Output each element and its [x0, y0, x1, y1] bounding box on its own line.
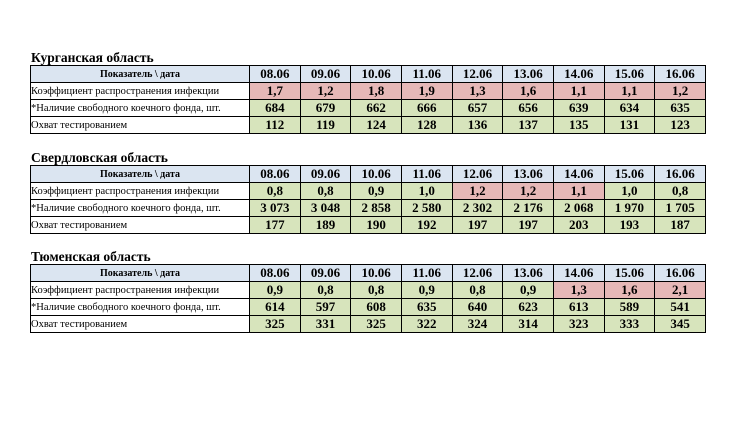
- r-value-cell: 1,9: [401, 83, 452, 100]
- tests-value-cell: 119: [300, 117, 351, 134]
- row-label: Коэффициент распространения инфекции: [31, 282, 250, 299]
- date-cell: 11.06: [401, 66, 452, 83]
- date-cell: 16.06: [655, 66, 706, 83]
- date-cell: 08.06: [250, 66, 301, 83]
- r-value-cell: 2,1: [655, 282, 706, 299]
- date-cell: 12.06: [452, 66, 503, 83]
- tests-value-cell: 136: [452, 117, 503, 134]
- beds-value-cell: 684: [250, 100, 301, 117]
- tests-value-cell: 131: [604, 117, 655, 134]
- date-cell: 13.06: [503, 166, 554, 183]
- beds-value-cell: 640: [452, 299, 503, 316]
- beds-value-cell: 635: [401, 299, 452, 316]
- tests-value-cell: 331: [300, 316, 351, 333]
- date-cell: 11.06: [401, 265, 452, 282]
- row-label: Коэффициент распространения инфекции: [31, 183, 250, 200]
- tests-value-cell: 124: [351, 117, 402, 134]
- tests-value-cell: 189: [300, 217, 351, 234]
- region-table: [30, 65, 706, 134]
- table-row-testing: [31, 117, 706, 134]
- r-value-cell: 0,8: [452, 282, 503, 299]
- table-row-r-coefficient: [31, 83, 706, 100]
- tests-value-cell: 135: [553, 117, 604, 134]
- beds-value-cell: 657: [452, 100, 503, 117]
- date-cell: 14.06: [553, 166, 604, 183]
- date-cell: 15.06: [604, 265, 655, 282]
- table-header-row: [31, 166, 706, 183]
- tests-value-cell: 197: [452, 217, 503, 234]
- date-cell: 08.06: [250, 265, 301, 282]
- table-row-testing: [31, 316, 706, 333]
- row-label: *Наличие свободного коечного фонда, шт.: [31, 200, 250, 217]
- tests-value-cell: 192: [401, 217, 452, 234]
- tests-value-cell: 345: [655, 316, 706, 333]
- date-cell: 09.06: [300, 66, 351, 83]
- table-row-testing: [31, 217, 706, 234]
- beds-value-cell: 613: [553, 299, 604, 316]
- r-value-cell: 1,8: [351, 83, 402, 100]
- beds-value-cell: 662: [351, 100, 402, 117]
- date-cell: 15.06: [604, 66, 655, 83]
- tests-value-cell: 322: [401, 316, 452, 333]
- row-label: Охват тестированием: [31, 217, 250, 234]
- tests-value-cell: 177: [250, 217, 301, 234]
- date-cell: 13.06: [503, 265, 554, 282]
- tests-value-cell: 112: [250, 117, 301, 134]
- region-block-tyumen: [30, 250, 707, 333]
- r-value-cell: 1,7: [250, 83, 301, 100]
- beds-value-cell: 541: [655, 299, 706, 316]
- row-label: *Наличие свободного коечного фонда, шт.: [31, 100, 250, 117]
- date-cell: 12.06: [452, 166, 503, 183]
- beds-value-cell: 634: [604, 100, 655, 117]
- date-cell: 10.06: [351, 66, 402, 83]
- date-cell: 10.06: [351, 265, 402, 282]
- date-cell: 15.06: [604, 166, 655, 183]
- beds-value-cell: 614: [250, 299, 301, 316]
- row-label: Коэффициент распространения инфекции: [31, 83, 250, 100]
- region-title: Свердловская область: [31, 150, 168, 165]
- r-value-cell: 0,9: [351, 183, 402, 200]
- date-cell: 08.06: [250, 166, 301, 183]
- beds-value-cell: 3 073: [250, 200, 301, 217]
- r-value-cell: 1,0: [604, 183, 655, 200]
- tests-value-cell: 128: [401, 117, 452, 134]
- tests-value-cell: 325: [351, 316, 402, 333]
- header-label: Показатель \ дата: [31, 166, 250, 183]
- beds-value-cell: 639: [553, 100, 604, 117]
- table-header-row: [31, 66, 706, 83]
- r-value-cell: 0,8: [655, 183, 706, 200]
- beds-value-cell: 1 970: [604, 200, 655, 217]
- row-label: Охват тестированием: [31, 117, 250, 134]
- table-row-r-coefficient: [31, 282, 706, 299]
- r-value-cell: 0,9: [401, 282, 452, 299]
- tests-value-cell: 197: [503, 217, 554, 234]
- header-label: Показатель \ дата: [31, 66, 250, 83]
- region-table: [30, 264, 706, 333]
- tests-value-cell: 137: [503, 117, 554, 134]
- date-cell: 12.06: [452, 265, 503, 282]
- r-value-cell: 1,6: [503, 83, 554, 100]
- header-label: Показатель \ дата: [31, 265, 250, 282]
- region-title: Курганская область: [31, 50, 154, 65]
- beds-value-cell: 2 580: [401, 200, 452, 217]
- beds-value-cell: 656: [503, 100, 554, 117]
- date-cell: 16.06: [655, 265, 706, 282]
- tests-value-cell: 193: [604, 217, 655, 234]
- r-value-cell: 1,0: [401, 183, 452, 200]
- r-value-cell: 1,1: [553, 183, 604, 200]
- beds-value-cell: 597: [300, 299, 351, 316]
- table-header-row: [31, 265, 706, 282]
- r-value-cell: 1,3: [553, 282, 604, 299]
- r-value-cell: 1,2: [655, 83, 706, 100]
- beds-value-cell: 666: [401, 100, 452, 117]
- tests-value-cell: 203: [553, 217, 604, 234]
- tests-value-cell: 333: [604, 316, 655, 333]
- region-table: [30, 165, 706, 234]
- r-value-cell: 1,2: [452, 183, 503, 200]
- tests-value-cell: 323: [553, 316, 604, 333]
- table-row-free-beds: [31, 200, 706, 217]
- beds-value-cell: 2 858: [351, 200, 402, 217]
- r-value-cell: 1,2: [300, 83, 351, 100]
- r-value-cell: 0,8: [351, 282, 402, 299]
- beds-value-cell: 2 302: [452, 200, 503, 217]
- region-title: Тюменская область: [31, 249, 151, 264]
- region-block-kurgan: [30, 51, 707, 134]
- beds-value-cell: 589: [604, 299, 655, 316]
- r-value-cell: 0,9: [503, 282, 554, 299]
- r-value-cell: 1,3: [452, 83, 503, 100]
- date-cell: 16.06: [655, 166, 706, 183]
- r-value-cell: 0,8: [300, 282, 351, 299]
- row-label: *Наличие свободного коечного фонда, шт.: [31, 299, 250, 316]
- r-value-cell: 1,1: [604, 83, 655, 100]
- table-row-r-coefficient: [31, 183, 706, 200]
- beds-value-cell: 1 705: [655, 200, 706, 217]
- beds-value-cell: 635: [655, 100, 706, 117]
- tests-value-cell: 325: [250, 316, 301, 333]
- beds-value-cell: 2 068: [553, 200, 604, 217]
- r-value-cell: 0,8: [250, 183, 301, 200]
- date-cell: 14.06: [553, 265, 604, 282]
- beds-value-cell: 608: [351, 299, 402, 316]
- row-label: Охват тестированием: [31, 316, 250, 333]
- date-cell: 09.06: [300, 265, 351, 282]
- region-block-sverdlovsk: [30, 151, 707, 234]
- date-cell: 10.06: [351, 166, 402, 183]
- date-cell: 14.06: [553, 66, 604, 83]
- beds-value-cell: 3 048: [300, 200, 351, 217]
- tests-value-cell: 187: [655, 217, 706, 234]
- beds-value-cell: 679: [300, 100, 351, 117]
- table-row-free-beds: [31, 299, 706, 316]
- tests-value-cell: 314: [503, 316, 554, 333]
- r-value-cell: 0,9: [250, 282, 301, 299]
- date-cell: 11.06: [401, 166, 452, 183]
- tests-value-cell: 123: [655, 117, 706, 134]
- r-value-cell: 0,8: [300, 183, 351, 200]
- date-cell: 13.06: [503, 66, 554, 83]
- r-value-cell: 1,6: [604, 282, 655, 299]
- r-value-cell: 1,2: [503, 183, 554, 200]
- tests-value-cell: 324: [452, 316, 503, 333]
- table-row-free-beds: [31, 100, 706, 117]
- beds-value-cell: 2 176: [503, 200, 554, 217]
- tests-value-cell: 190: [351, 217, 402, 234]
- r-value-cell: 1,1: [553, 83, 604, 100]
- date-cell: 09.06: [300, 166, 351, 183]
- beds-value-cell: 623: [503, 299, 554, 316]
